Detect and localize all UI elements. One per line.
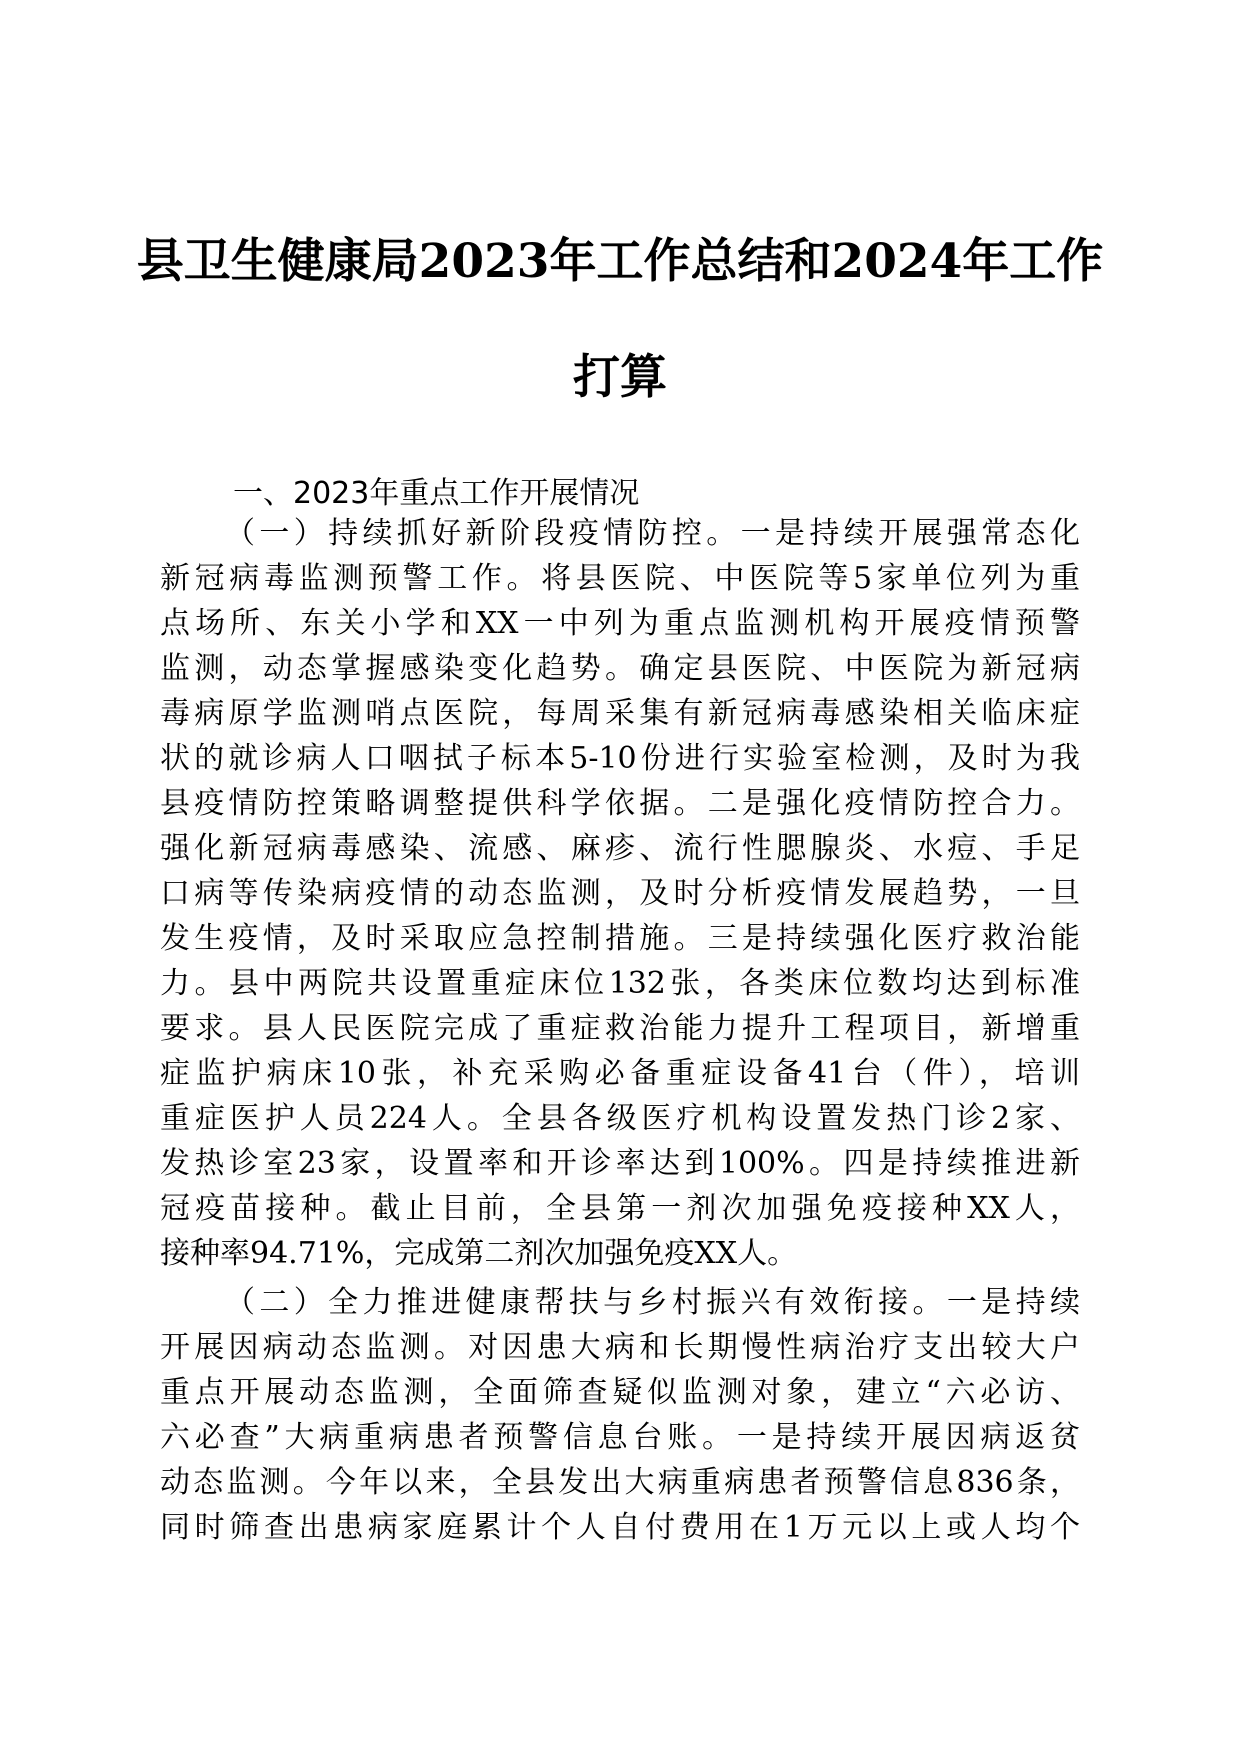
paragraph-line: 六必查”大病重病患者预警信息台账。一是持续开展因病返贫 — [160, 1420, 1080, 1455]
paragraph-line: 接种率94.71%，完成第二剂次加强免疫XX人。 — [160, 1236, 798, 1271]
paragraph-line: （二）全力推进健康帮扶与乡村振兴有效衔接。一是持续 — [225, 1285, 1080, 1320]
paragraph-line: 发热诊室23家，设置率和开诊率达到100%。四是持续推进新 — [160, 1146, 1080, 1181]
paragraph-line: 毒病原学监测哨点医院，每周采集有新冠病毒感染相关临床症 — [160, 696, 1080, 731]
paragraph-line: （一）持续抓好新阶段疫情防控。一是持续开展强常态化 — [225, 516, 1080, 551]
document-title-line-1: 县卫生健康局2023年工作总结和2024年工作 — [136, 234, 1104, 289]
paragraph-line: 动态监测。今年以来，全县发出大病重病患者预警信息836条， — [160, 1465, 1080, 1500]
paragraph-line: 发生疫情，及时采取应急控制措施。三是持续强化医疗救治能 — [160, 921, 1080, 956]
section-heading-1: 一、2023年重点工作开展情况 — [233, 476, 640, 511]
paragraph-line: 点场所、东关小学和XX一中列为重点监测机构开展疫情预警 — [160, 606, 1080, 641]
paragraph-line: 口病等传染病疫情的动态监测，及时分析疫情发展趋势，一旦 — [160, 876, 1080, 911]
document-title-line-2: 打算 — [573, 350, 667, 405]
paragraph-line: 要求。县人民医院完成了重症救治能力提升工程项目，新增重 — [160, 1011, 1080, 1046]
paragraph-line: 力。县中两院共设置重症床位132张，各类床位数均达到标准 — [160, 966, 1080, 1001]
paragraph-line: 新冠病毒监测预警工作。将县医院、中医院等5家单位列为重 — [160, 561, 1080, 596]
paragraph-line: 冠疫苗接种。截止目前，全县第一剂次加强免疫接种XX人， — [160, 1191, 1080, 1226]
paragraph-line: 症监护病床10张，补充采购必备重症设备41台（件），培训 — [160, 1056, 1080, 1091]
paragraph-line: 同时筛查出患病家庭累计个人自付费用在1万元以上或人均个 — [160, 1510, 1080, 1545]
paragraph-line: 监测，动态掌握感染变化趋势。确定县医院、中医院为新冠病 — [160, 651, 1080, 686]
paragraph-line: 状的就诊病人口咽拭子标本5-10份进行实验室检测，及时为我 — [160, 741, 1080, 776]
paragraph-line: 重点开展动态监测，全面筛查疑似监测对象，建立“六必访、 — [160, 1375, 1080, 1410]
paragraph-line: 强化新冠病毒感染、流感、麻疹、流行性腮腺炎、水痘、手足 — [160, 831, 1080, 866]
paragraph-line: 开展因病动态监测。对因患大病和长期慢性病治疗支出较大户 — [160, 1330, 1080, 1365]
paragraph-line: 重症医护人员224人。全县各级医疗机构设置发热门诊2家、 — [160, 1101, 1080, 1136]
paragraph-line: 县疫情防控策略调整提供科学依据。二是强化疫情防控合力。 — [160, 786, 1080, 821]
